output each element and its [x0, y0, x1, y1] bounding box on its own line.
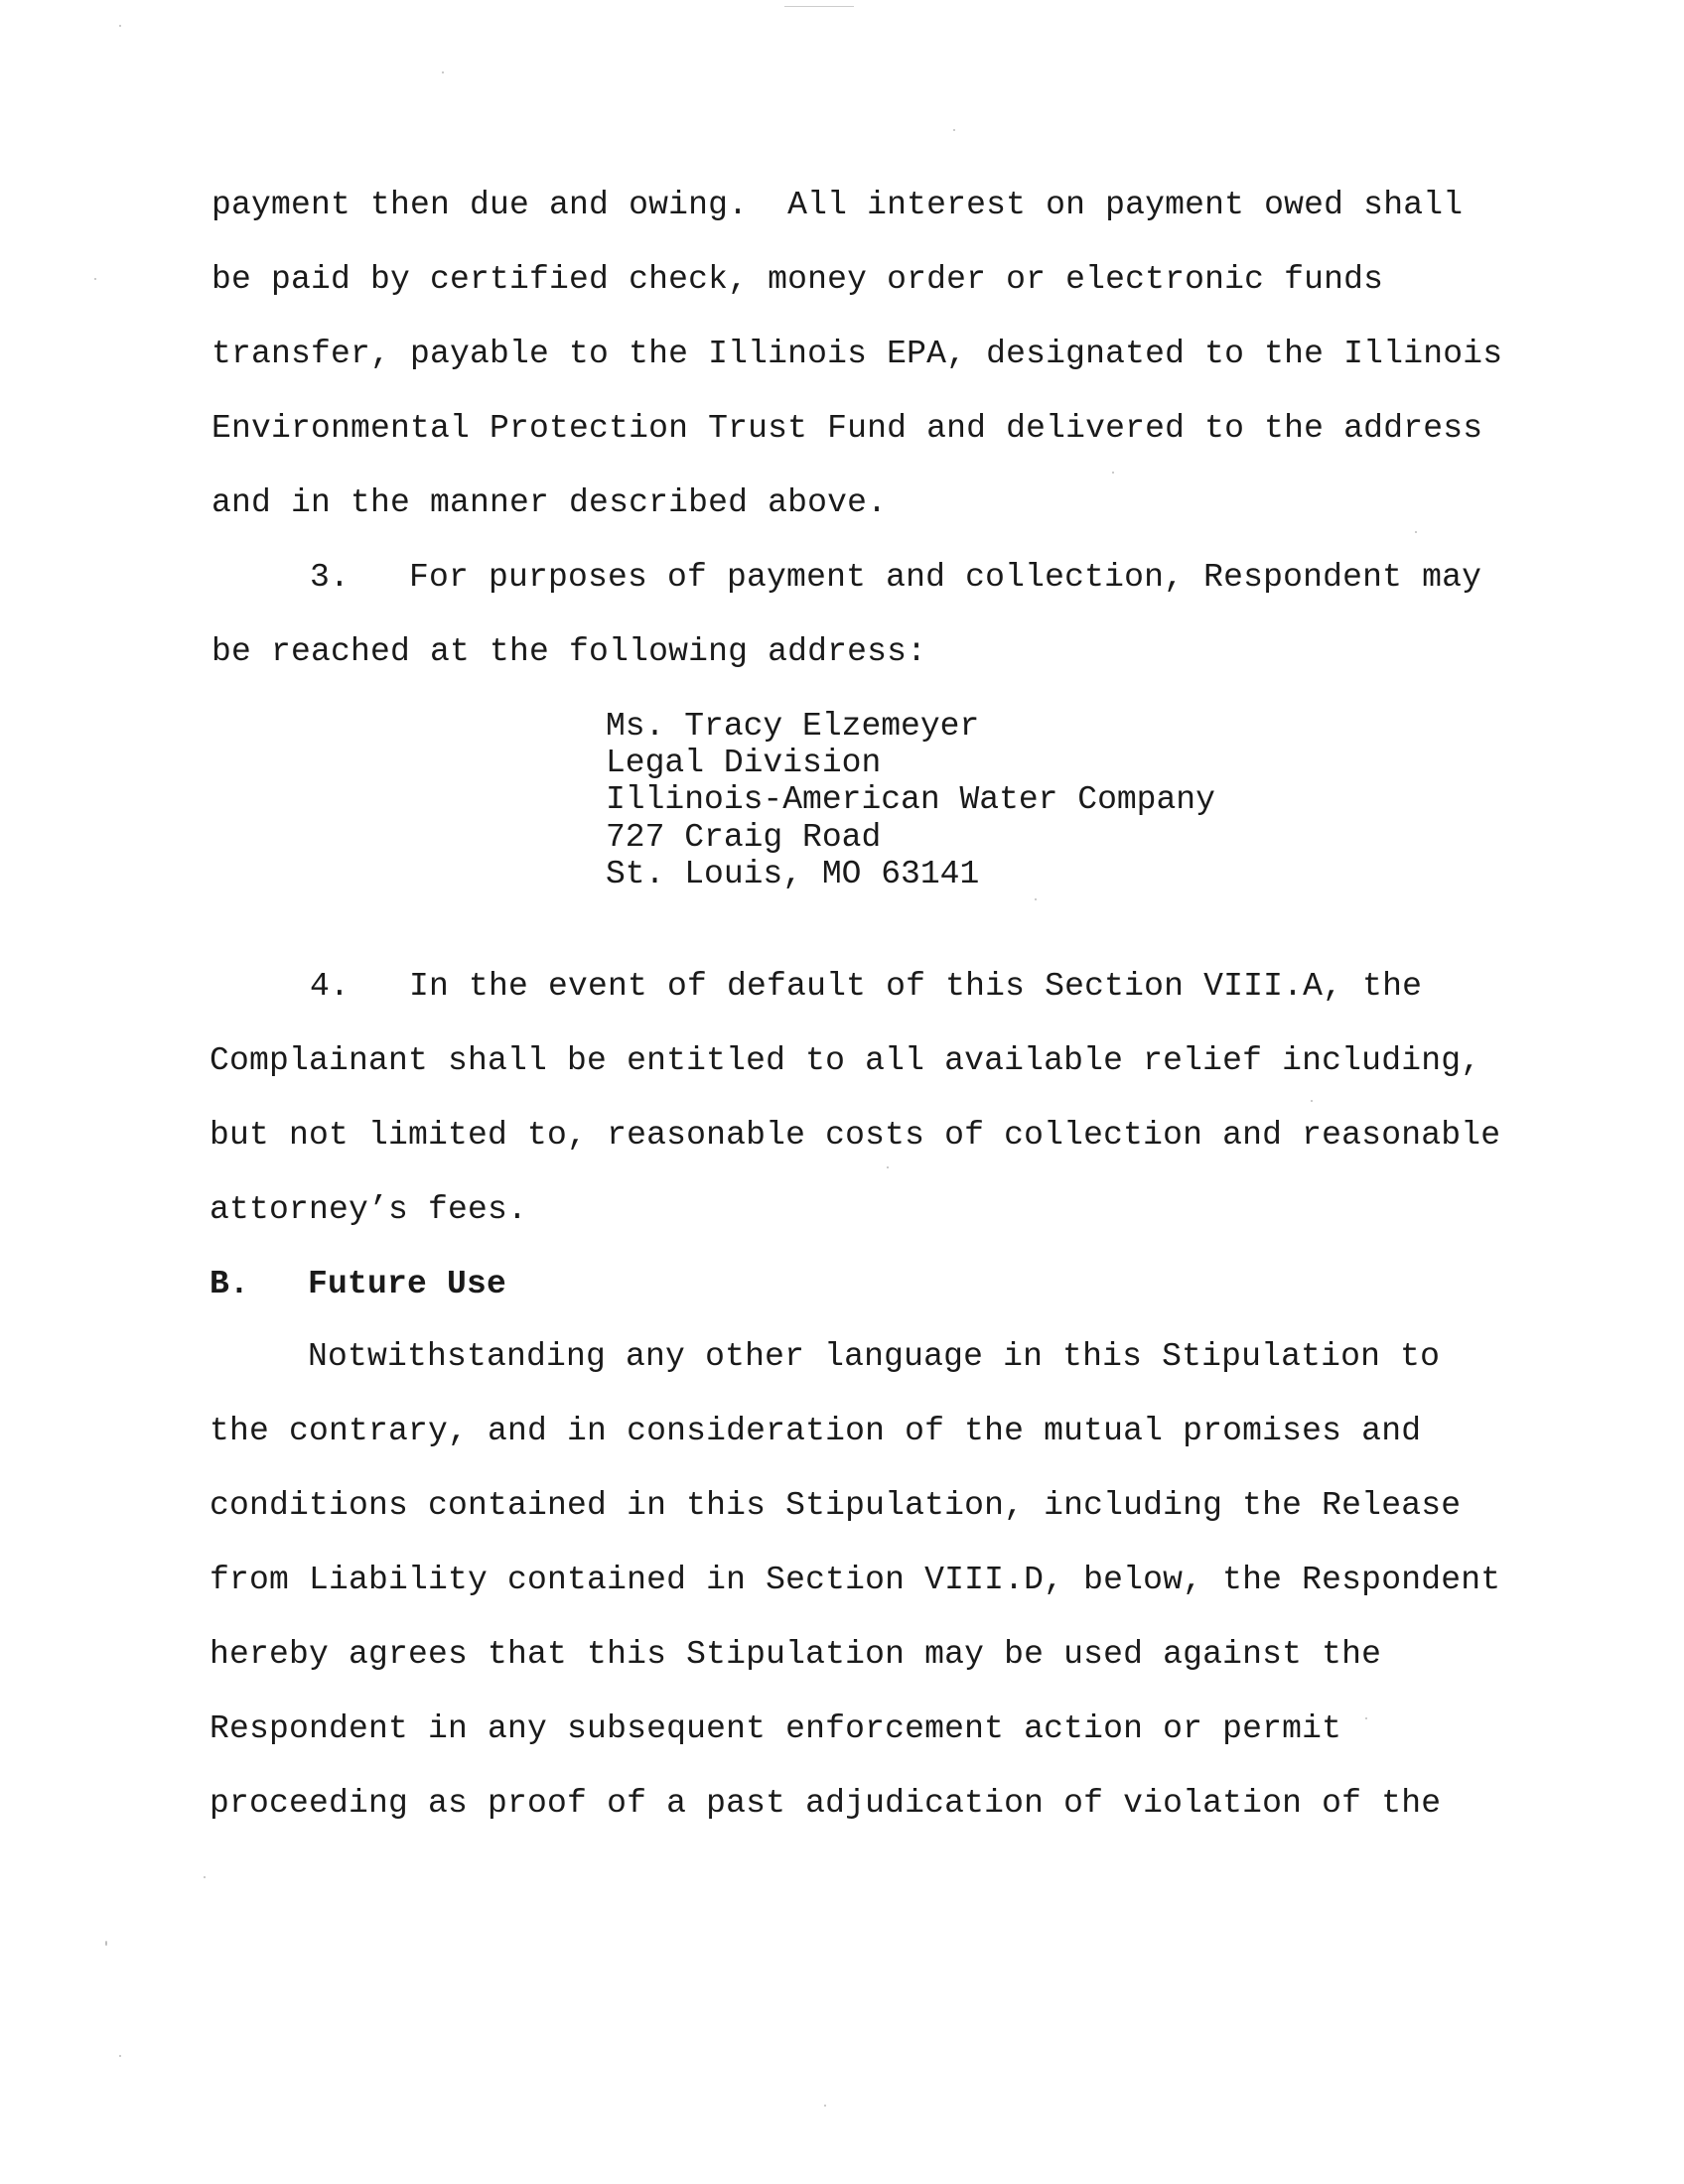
scan-speck [119, 25, 121, 27]
body-line: payment then due and owing. All interest on payment owed shall [211, 187, 1464, 223]
scan-speck [1035, 898, 1037, 900]
body-line: Environmental Protection Trust Fund and delivered to the address [211, 410, 1483, 447]
body-line: be reached at the following address: [211, 633, 927, 670]
address-line: Legal Division [606, 745, 882, 781]
body-line: be paid by certified check, money order or electronic funds [211, 261, 1384, 298]
body-line: attorney’s fees. [210, 1191, 528, 1228]
scan-speck [1112, 472, 1114, 474]
body-line: Respondent in any subsequent enforcement action or permit [210, 1710, 1342, 1747]
paragraph-number: 4. [310, 968, 351, 1005]
scan-mark [784, 6, 854, 7]
section-heading: Future Use [308, 1266, 507, 1302]
body-line: In the event of default of this Section VIII.A, the [409, 968, 1423, 1005]
scan-speck [204, 1876, 206, 1878]
scan-speck [119, 2055, 121, 2057]
paragraph-number: 3. [310, 559, 351, 596]
body-line: hereby agrees that this Stipulation may be used against the [210, 1636, 1382, 1673]
address-line: Illinois-American Water Company [606, 781, 1215, 818]
body-line: but not limited to, reasonable costs of collection and reasonable [210, 1117, 1501, 1154]
body-line: from Liability contained in Section VIII.D, below, the Respondent [210, 1562, 1501, 1598]
body-line: Complainant shall be entitled to all available relief including, [210, 1042, 1481, 1079]
scan-speck [1311, 1100, 1313, 1102]
scan-speck [1415, 531, 1417, 533]
body-line: proceeding as proof of a past adjudication of violation of the [210, 1785, 1442, 1822]
scan-speck [887, 1166, 889, 1168]
body-line: conditions contained in this Stipulation, including the Release [210, 1487, 1462, 1524]
body-line: transfer, payable to the Illinois EPA, designated to the Illinois [211, 336, 1503, 372]
scan-speck [953, 129, 955, 131]
address-line: 727 Craig Road [606, 819, 882, 856]
scan-speck [1365, 1717, 1367, 1719]
scan-speck [824, 2105, 826, 2107]
body-line: Notwithstanding any other language in this Stipulation to [308, 1338, 1441, 1375]
section-letter: B. [210, 1266, 250, 1302]
scan-speck [94, 278, 96, 280]
body-line: and in the manner described above. [211, 484, 888, 521]
scan-speck [105, 1941, 107, 1946]
address-line: St. Louis, MO 63141 [606, 856, 980, 892]
body-line: For purposes of payment and collection, Respondent may [409, 559, 1482, 596]
scan-speck [442, 71, 444, 73]
body-line: the contrary, and in consideration of the mutual promises and [210, 1413, 1422, 1449]
address-line: Ms. Tracy Elzemeyer [606, 708, 980, 745]
